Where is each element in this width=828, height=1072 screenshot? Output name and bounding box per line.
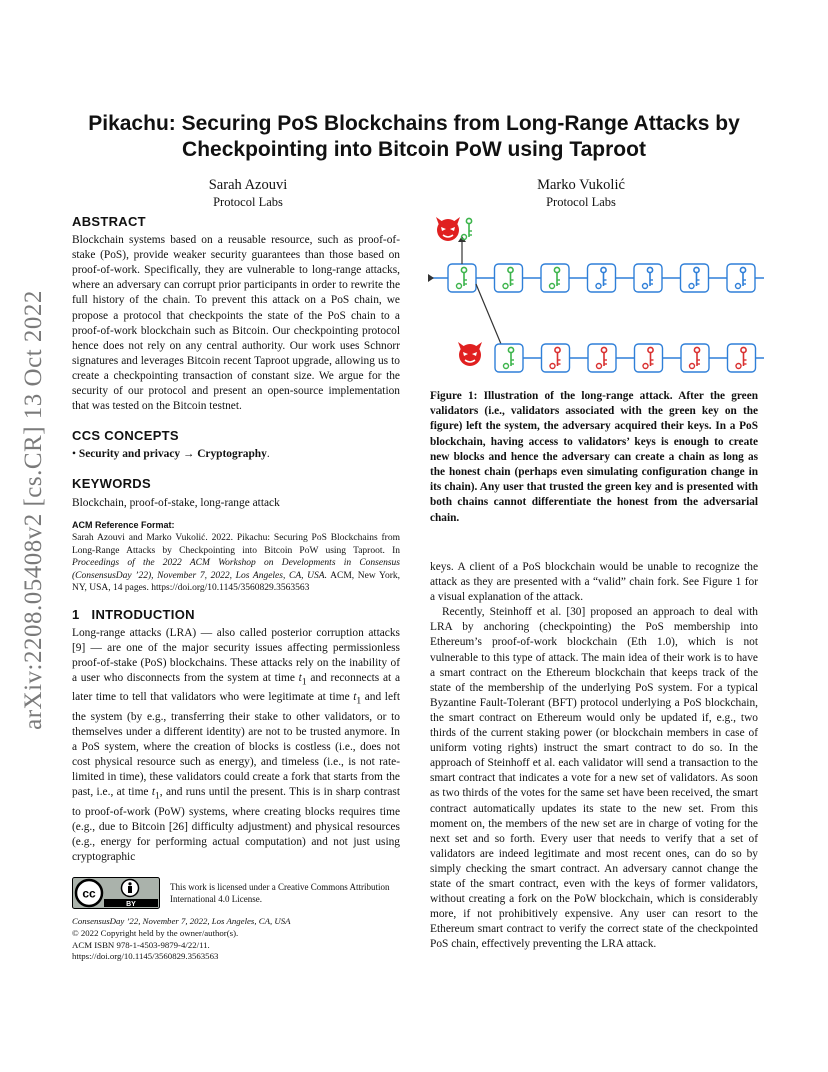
footer <box>72 916 400 963</box>
ccs-heading: CCS CONCEPTS <box>72 428 179 444</box>
ccs-concepts <box>72 447 400 462</box>
acm-reference-venue: Proceedings of the 2022 ACM Workshop on Developments in Consensus (ConsensusDay ’22), November 7, 2022, Los Angeles, CA, USA. <box>72 558 400 581</box>
acm-reference-doi: ACM, New York, NY, USA, 14 pages. https://doi.org/10.1145/3560829.3563563 <box>72 570 400 594</box>
acm-reference <box>72 519 400 595</box>
ccs-item: Security and privacy → Cryptography <box>78 448 267 461</box>
arxiv-identifier: arXiv:2208.05408v2 [cs.CR] 13 Oct 2022 <box>20 290 47 730</box>
license-text: This work is licensed under a Creative Commons Attribution International 4.0 License. <box>170 882 390 904</box>
keywords-text: Blockchain, proof-of-stake, long-range attack <box>72 496 280 509</box>
author-affiliation: Protocol Labs <box>213 195 283 209</box>
footer-isbn: ACM ISBN 978-1-4503-9879-4/22/11. <box>72 939 210 950</box>
footer-doi: https://doi.org/10.1145/3560829.3563563 <box>72 951 219 962</box>
author-affiliation: Protocol Labs <box>546 195 616 209</box>
long-range-attack-diagram <box>428 208 764 380</box>
introduction-text: Long-range attacks (LRA) — also called posterior corruption attacks [9] — are one of the major security issues affecting permissionless proof-of-stake (PoS) blockchains. These attacks rely on the inability of a user who disconnects from the system at time $t_1$ and reconnects at a later time to tell that validators who were legitimate at time $t_1$ and left the system (by e.g., transferring their stake to other validators, or to themselves under a different identity) are not to be trusted anymore. In a PoS system, where the creation of blocks is costless (i.e., does not cost physical resource such as energy), and timeless (i.e., is not rate-limited in time), these validators could create a fork that starts from the past, i.e., at time $t_1$, and runs until the present. This is in sharp contrast to proof-of-work (PoW) systems, where creating blocks requires time (e.g., due to Bitcoin [26] difficulty adjustment) and physical resources (e.g., energy for performing actual computation) and not just using cryptographic <box>72 626 400 863</box>
footer-venue: ConsensusDay ’22, November 7, 2022, Los Angeles, CA, USA <box>72 916 291 926</box>
fork-line <box>476 284 501 344</box>
key-icon <box>466 218 471 223</box>
paragraph: keys. A client of a PoS blockchain would be unable to recognize the attack as they are presented with a “valid” chain fork. See Figure 1 for a visual explanation of the attack. <box>430 561 758 604</box>
cc-label: cc <box>82 886 96 901</box>
paragraph: Recently, Steinhoff et al. [30] proposed an approach to deal with LRA by anchoring (checkpointing) the PoS membership into Ethereum’s proof-of-work blockchain (Eth 1.0), which is not vulnerable to this type of attack. The main idea of their work is to have a smart contract on the Ethereum blockchain that keeps track of the state of the membership of the underlying PoS system. For a typical Byzantine Fault-Tolerant (BFT) protocol underlying a PoS blockchain, the smart contract on Ethereum would only be updated if, e.g., two thirds of the current staking power (or blockchain members in case of uniform voting rights) instruct the smart contract to do so. In the approach of Steinhoff et al. each validator will send a transaction to the smart contract that indicates a vote for a new set of validators. As soon as two thirds of the votes for the same set have been received, the smart contract automatically updates its state to the new set. From this moment on, the members of the new set are in charge of voting for the next set and so forth. Every user that needs to verify that a set of validators are indeed legitimate and most recent ones, can do so by simply checking the smart contract. An adversary cannot change the state of the smart contract, even with the keys of former validators, without creating a fork on the PoW blockchain, which is considerably more, if not prohibitively expensive. Any user can resort to the Ethereum smart contract to verify the correct state of the checkpointed PoS chain, effectively preventing the LRA attack. <box>430 606 758 951</box>
ccs-suffix: . <box>266 448 270 461</box>
acm-reference-heading: ACM Reference Format: <box>72 519 175 530</box>
author-name: Sarah Azouvi <box>208 177 288 193</box>
by-label: BY <box>126 901 136 908</box>
author-name: Marko Vukolić <box>537 177 625 193</box>
ccs-bullet: • <box>72 448 76 461</box>
paper-title: Pikachu: Securing PoS Blockchains from Long-Range Attacks by Checkpointing into Bitcoin PoW using Taproot <box>88 112 740 161</box>
abstract-heading: ABSTRACT <box>72 214 146 229</box>
acm-reference-text: Sarah Azouvi and Marko Vukolić. 2022. Pikachu: Securing PoS Blockchains from Long-Range Attacks by Checkpointing into Bitcoin PoW using Taproot. In <box>72 533 400 556</box>
author-block <box>138 176 358 210</box>
section-number: 1 <box>72 606 80 622</box>
right-column <box>430 560 758 952</box>
section-title: INTRODUCTION <box>91 606 195 622</box>
time-symbol: t <box>353 691 357 704</box>
time-symbol: t <box>298 671 302 684</box>
author-block <box>471 176 691 210</box>
abstract-text: Blockchain systems based on a reusable resource, such as proof-of-stake (PoS), provide weaker security guarantees than those based on proof-of-work. Specifically, they are vulnerable to long-range attacks, where an adversary can corrupt prior participants in order to rewrite the full history of the chain. To prevent this attack on a PoS chain, we propose a protocol that checkpoints the state of the PoS chain to a proof-of-work blockchain such as Bitcoin. Our checkpointing protocol hence does not rely on any central authority. Our work uses Schnorr signatures and leverages Bitcoin recent Taproot upgrade, allowing us to create a checkpointing transaction of constant size. We argue for the security of our protocol and present an open-source implementation that was tested on the Bitcoin testnet. <box>72 234 400 413</box>
footer-copyright: © 2022 Copyright held by the owner/author(s). <box>72 927 239 938</box>
figure-caption: Figure 1: Illustration of the long-range attack. After the green validators (i.e., validators associated with the green key on the figure) left the system, the adversary acquired their keys. In a PoS blockchain, having access to validators’ keys is enough to create new blocks and hence the adversary can create a chain as long as the honest chain (perhaps even simulating configuration change in its chain). Any user that trusted the green key and is presented with both chains cannot differentiate the honest from the adversarial chain. <box>430 390 758 524</box>
cc-by-badge <box>72 877 160 909</box>
arrow-head <box>428 274 434 282</box>
figure-1 <box>428 208 764 380</box>
introduction-heading <box>72 607 400 622</box>
time-symbol: t <box>151 786 156 799</box>
keywords-heading: KEYWORDS <box>72 476 151 492</box>
left-column <box>72 214 400 865</box>
